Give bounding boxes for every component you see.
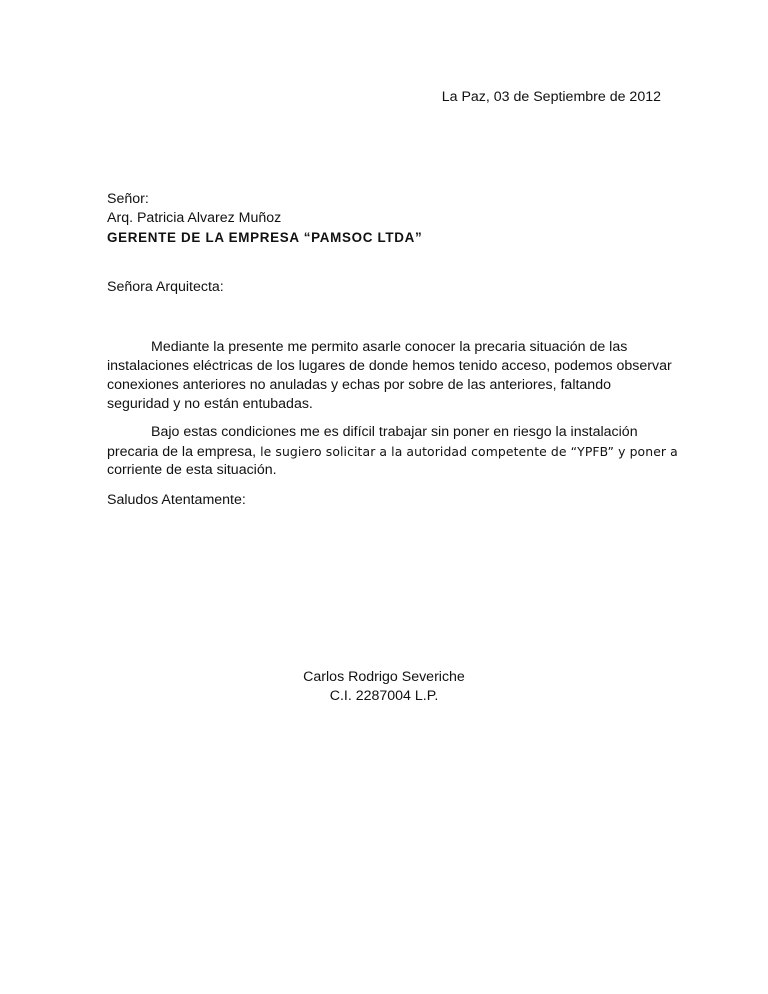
recipient-title: Señor: [107, 191, 149, 207]
body-paragraph-1 [107, 338, 672, 414]
body-paragraph-2 [107, 423, 678, 480]
paragraph-1-line: Mediante la presente me permito asarle conocer la precaria situación de las [151, 339, 628, 355]
recipient-company: GERENTE DE LA EMPRESA “PAMSOC LTDA” [107, 230, 423, 245]
letter-date: La Paz, 03 de Septiembre de 2012 [441, 89, 661, 105]
paragraph-2-line: Bajo estas condiciones me es difícil trabajar sin poner en riesgo la instalación [151, 424, 638, 440]
recipient-block [107, 190, 422, 247]
paragraph-1-line: conexiones anteriores no anuladas y echas por sobre de las anteriores, faltando [107, 377, 611, 393]
paragraph-1-line: seguridad y no están entubadas. [107, 396, 313, 412]
signature-name: Carlos Rodrigo Severiche [303, 669, 465, 685]
paragraph-2-line [107, 442, 678, 461]
paragraph-2-text: precaria de la empresa, [107, 444, 257, 460]
paragraph-1-line: instalaciones eléctricas de los lugares de donde hemos tenido acceso, podemos observar [107, 358, 672, 374]
paragraph-2-line: corriente de esta situación. [107, 462, 277, 478]
signature-block [200, 668, 568, 706]
paragraph-2-text-alt-font: le sugiero solicitar a la autoridad competente de “YPFB” y poner a [256, 444, 678, 459]
closing: Saludos Atentamente: [107, 492, 246, 508]
salutation: Señora Arquitecta: [107, 279, 224, 295]
signature-id: C.I. 2287004 L.P. [329, 688, 439, 704]
recipient-name: Arq. Patricia Alvarez Muñoz [107, 210, 282, 226]
